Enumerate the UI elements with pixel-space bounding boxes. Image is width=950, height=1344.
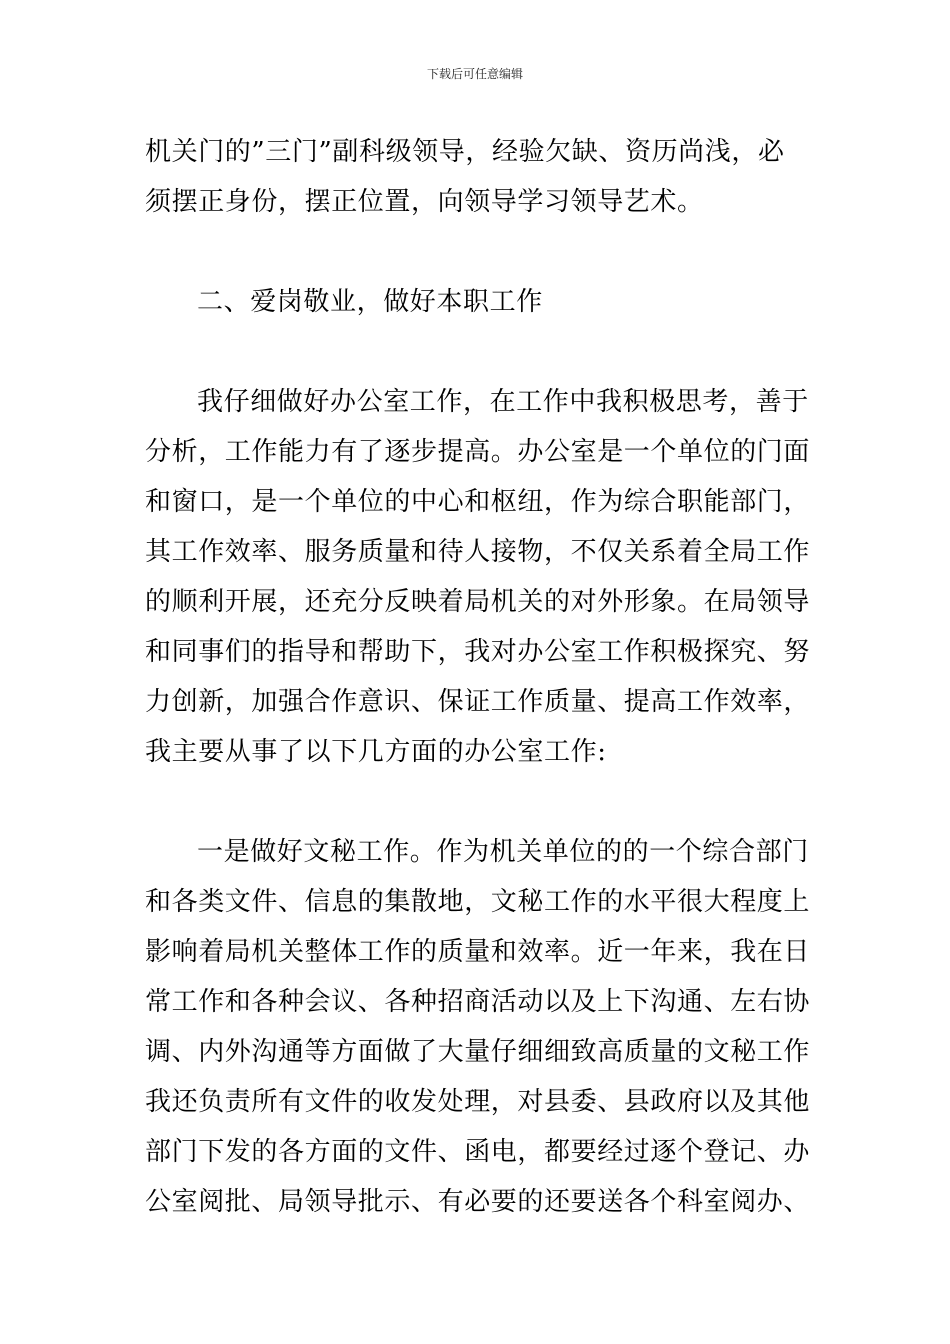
- text-line: 和窗口，是一个单位的中心和枢纽，作为综合职能部门，: [145, 487, 811, 517]
- text-line: 公室阅批、局领导批示、有必要的还要送各个科室阅办、: [145, 1187, 811, 1217]
- text-line: 一是做好文秘工作。作为机关单位的的一个综合部门: [197, 837, 809, 867]
- text-line: 常工作和各种会议、各种招商活动以及上下沟通、左右协: [145, 987, 811, 1017]
- text-line: 我仔细做好办公室工作，在工作中我积极思考，善于: [197, 387, 809, 417]
- text-line: 我主要从事了以下几方面的办公室工作:: [145, 737, 607, 767]
- text-line: 须摆正身份，摆正位置，向领导学习领导艺术。: [145, 187, 704, 217]
- text-line: 的顺利开展，还充分反映着局机关的对外形象。在局领导: [145, 587, 811, 617]
- text-line: 其工作效率、服务质量和待人接物，不仅关系着全局工作: [145, 537, 811, 567]
- page-header-note: 下载后可任意编辑: [426, 67, 523, 81]
- text-line: 部门下发的各方面的文件、函电，都要经过逐个登记、办: [145, 1137, 811, 1167]
- paragraph-3: [145, 377, 811, 777]
- section-heading: [145, 277, 807, 327]
- text-line: 分析，工作能力有了逐步提高。办公室是一个单位的门面: [145, 437, 811, 467]
- text-line: 调、内外沟通等方面做了大量仔细细致高质量的文秘工作: [145, 1037, 811, 1067]
- text-line: 机关门的”三门”副科级领导，经验欠缺、资历尚浅，必: [145, 137, 785, 167]
- text-line: 和同事们的指导和帮助下，我对办公室工作积极探究、努: [145, 637, 811, 667]
- paragraph-spacer: [145, 327, 807, 377]
- paragraph-4: [145, 827, 811, 1227]
- section-heading-text: 二、爱岗敬业，做好本职工作: [197, 287, 543, 317]
- paragraph-spacer: [145, 227, 807, 277]
- document-body: [145, 127, 811, 1227]
- paragraph-spacer: [145, 777, 807, 827]
- text-line: 我还负责所有文件的收发处理，对县委、县政府以及其他: [145, 1087, 811, 1117]
- text-line: 力创新，加强合作意识、保证工作质量、提高工作效率，: [145, 687, 811, 717]
- paragraph-1: [145, 127, 807, 227]
- text-line: 影响着局机关整体工作的质量和效率。近一年来，我在日: [145, 937, 811, 967]
- text-line: 和各类文件、信息的集散地，文秘工作的水平很大程度上: [145, 887, 811, 917]
